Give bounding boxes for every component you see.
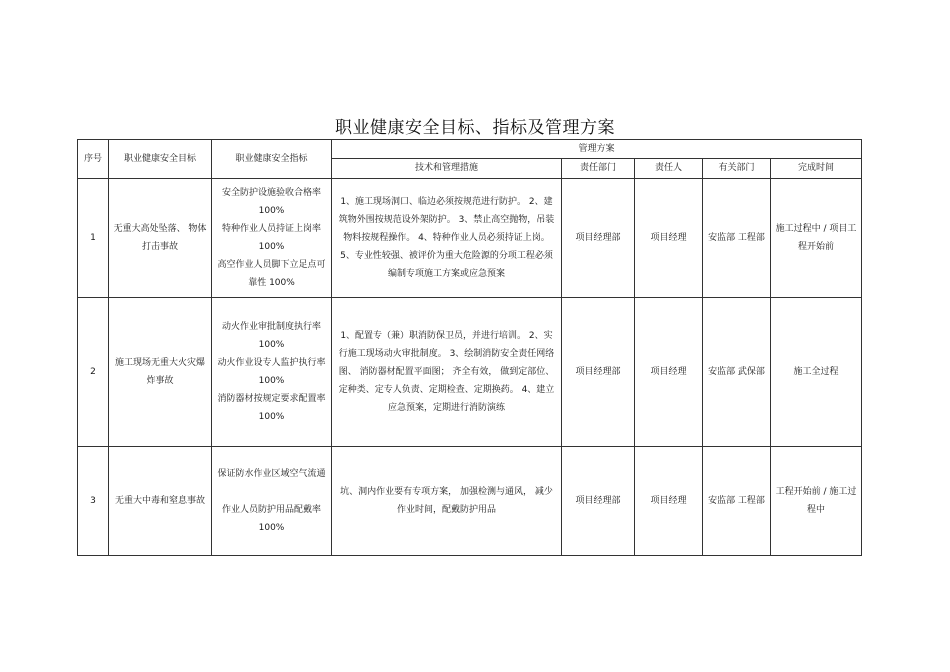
cell-indicators xyxy=(212,179,332,298)
header-row-top xyxy=(78,140,862,159)
header-time: 完成时间 xyxy=(771,159,862,179)
cell-target: 施工现场无重大火灾爆炸事故 xyxy=(109,298,212,447)
header-indicator: 职业健康安全指标 xyxy=(212,140,332,179)
cell-time: 施工全过程 xyxy=(771,298,862,447)
cell-dept: 项目经理部 xyxy=(562,298,635,447)
table-row xyxy=(78,179,862,298)
header-target: 职业健康安全目标 xyxy=(109,140,212,179)
indicator-item: 消防器材按规定要求配置率 100% xyxy=(217,394,326,422)
header-dept: 责任部门 xyxy=(562,159,635,179)
indicator-item: 作业人员防护用品配戴率 100% xyxy=(221,505,321,533)
cell-time: 施工过程中 / 项目工程开始前 xyxy=(771,179,862,298)
cell-measures: 1、配置专（兼）职消防保卫员，并进行培训。 2、实行施工现场动火审批制度。 3、绘制消防安全责任网络图、 消防器材配置平面图； 齐全有效， 做到定部位、定种类、定专人负责、定期检查、定期换药。 4、建立应急预案，定期进行消防演练 xyxy=(332,298,562,447)
management-plan-table xyxy=(77,139,862,556)
header-person: 责任人 xyxy=(635,159,703,179)
indicator-item: 动火作业审批制度执行率 100% xyxy=(221,322,321,350)
indicator-item: 保证防水作业区域空气流通 xyxy=(217,469,326,479)
cell-related: 安监部 工程部 xyxy=(703,179,771,298)
indicator-item: 动火作业设专人监护执行率 100% xyxy=(217,358,326,386)
table-row xyxy=(78,298,862,447)
cell-person: 项目经理 xyxy=(635,179,703,298)
cell-related: 安监部 武保部 xyxy=(703,298,771,447)
indicator-item: 高空作业人员脚下立足点可靠性 100% xyxy=(217,260,326,288)
indicator-item: 特种作业人员持证上岗率 100% xyxy=(221,224,321,252)
cell-indicators xyxy=(212,447,332,556)
header-related: 有关部门 xyxy=(703,159,771,179)
cell-related: 安监部 工程部 xyxy=(703,447,771,556)
header-seq: 序号 xyxy=(78,140,109,179)
cell-measures: 坑、洞内作业要有专项方案， 加强检测与通风， 减少作业时间，配戴防护用品 xyxy=(332,447,562,556)
cell-target: 无重大中毒和窒息事故 xyxy=(109,447,212,556)
cell-dept: 项目经理部 xyxy=(562,447,635,556)
table-row xyxy=(78,447,862,556)
cell-time: 工程开始前 / 施工过程中 xyxy=(771,447,862,556)
cell-seq: 2 xyxy=(78,298,109,447)
cell-person: 项目经理 xyxy=(635,447,703,556)
cell-measures: 1、施工现场洞口、临边必须按规范进行防护。 2、建筑物外围按规范设外架防护。 3、禁止高空抛物，吊装物料按规程操作。 4、特种作业人员必须持证上岗。 5、专业性较强、被评价为重大危险源的分项工程必须编制专项施工方案或应急预案 xyxy=(332,179,562,298)
header-plan: 管理方案 xyxy=(332,140,862,159)
cell-seq: 1 xyxy=(78,179,109,298)
cell-person: 项目经理 xyxy=(635,298,703,447)
document-title: 职业健康安全目标、指标及管理方案 xyxy=(335,118,615,138)
header-measures: 技术和管理措施 xyxy=(332,159,562,179)
indicator-spacer xyxy=(216,483,327,501)
cell-dept: 项目经理部 xyxy=(562,179,635,298)
indicator-item: 安全防护设施验收合格率 100% xyxy=(221,188,321,216)
cell-indicators xyxy=(212,298,332,447)
cell-target: 无重大高处坠落、 物体打击事故 xyxy=(109,179,212,298)
cell-seq: 3 xyxy=(78,447,109,556)
